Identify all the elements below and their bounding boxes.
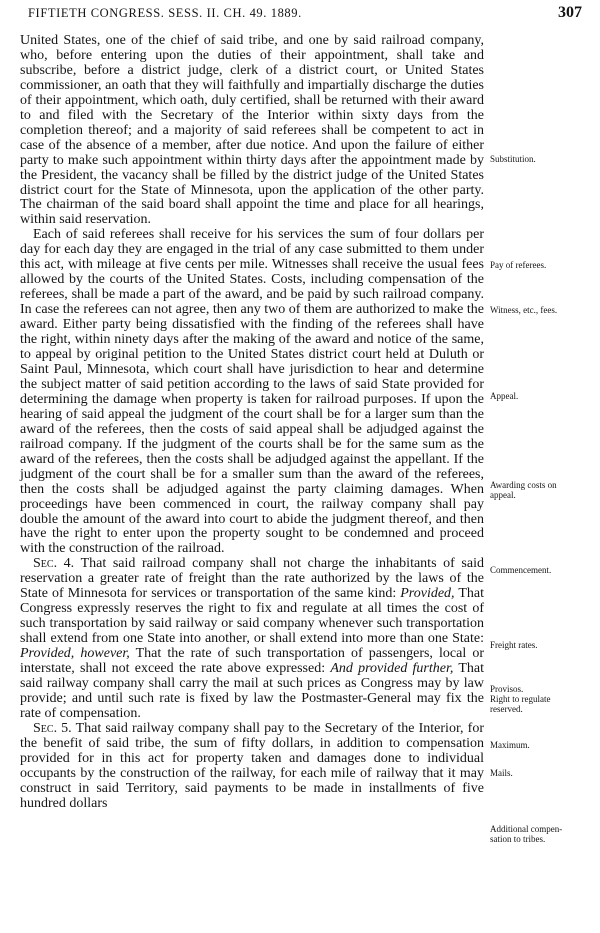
section-4-text-d: That said railway company shall carry the mail at such prices as Congress may by law provide; and until such rate is fixed by law the Postmaster-General may fix the rate of compensation. (20, 661, 484, 721)
paragraph-referees-pay: Each of said referees shall receive for his services the sum of four dollars per day for each day they are engaged in the trial of any case submitted to them under this act, with mileage at five cents per mile. Witnesses shall receive the usual fees allowed by the courts of the United States. Costs, including compensation of the referees, shall be made a part of the award, and be paid by such railroad company. In case the referees can not agree, then any two of them are authorized to make the award. Either party being dissatisfied with the finding of the referees shall have the right, within ninety days after the making of the award and notice of the same, to appeal by original petition to the United States district court held at Duluth or Saint Paul, Minnesota, which court shall have jurisdiction to hear and determine the subject matter of said petition according to the laws of said State provided for determining the damage when property is taken for railroad purposes. If upon the hearing of said appeal the judgment of the court shall be for a larger sum than the award of the referees, then the costs of said appeal shall be adjudged against the railroad company. If the judgment of the courts shall be for the same sum as the award of the referees, then the costs shall be adjudged against the appellant. If the judgment of the court shall be for a smaller sum than the award of the referees, then the costs shall be adjudged against the party claiming damages. When proceedings have been commenced in court, the railway company shall pay double the amount of the award into court to abide the judgment thereof, and then have the right to enter upon the property sought to be condemned and proceed with the construction of the railroad. (20, 227, 484, 557)
section-4-text-c: That the rate of such transportation of passengers, local or interstate, shall not exceed the rate above expressed: (20, 646, 484, 677)
proviso-1: Provided, (400, 586, 455, 602)
note-awarding-costs (490, 480, 596, 500)
note-pay-of-referees: Pay of referees. (490, 260, 547, 270)
note-mails: Mails. (490, 768, 513, 778)
section-5-text: That said railway company shall pay to the Secretary of the Interior, for the benefit of said tribe, the sum of fifty dollars, in addition to compensation provided for in this act for property taken and damages done to individual occupants by the construction of the railway, for each mile of railway that it may construct in said Territory, said payments to be made in installments of five hundred dollars (20, 720, 484, 811)
page-number: 307 (558, 4, 582, 21)
note-maximum: Maximum. (490, 740, 530, 750)
section-4-text-a: That said railroad company shall not charge the inhabitants of said reservation a greater rate of freight than the rate authorized by the laws of the State of Minnesota for services or transportation of the same kind: (20, 556, 484, 602)
proviso-2: Provided, however, (20, 646, 130, 662)
proviso-3: And provided further, (330, 661, 454, 677)
section-4-label: Sec. 4. (33, 556, 75, 572)
section-5-label: Sec. 5. (33, 720, 72, 736)
note-awarding-costs-line-1: Awarding costs on (490, 480, 557, 490)
note-right-to-regulate (490, 694, 596, 714)
note-awarding-costs-line-2: appeal. (490, 490, 516, 500)
note-additional-compensation-line-1: Additional compen- (490, 824, 563, 834)
note-appeal: Appeal. (490, 391, 519, 401)
note-additional-compensation-line-2: sation to tribes. (490, 834, 546, 844)
paragraph-section-4 (20, 557, 484, 721)
paragraph-referees-oath: United States, one of the chief of said tribe, and one by said railroad company, who, before entering upon the duties of their appointment, shall take and subscribe, before a district judge, clerk of a district court, or United States commissioner, an oath that they will faithfully and impartially discharge the duties of their appointment, which oath, duly certified, shall be returned with their award to and filed with the Secretary of the Interior within sixty days from the completion thereof; and a majority of said referees shall be competent to act in case of the absence of a member, after due notice. And upon the failure of either party to make such appointment within thirty days after the appointment made by the President, the vacancy shall be filled by the district judge of the United States district court for the State of Minnesota, upon the application of the other party. The chairman of the said board shall appoint the time and place for all hearings, within said reservation. (20, 33, 484, 228)
note-right-to-regulate-line-1: Right to regulate (490, 694, 551, 704)
note-right-to-regulate-line-2: reserved. (490, 704, 523, 714)
paragraph-section-5 (20, 722, 484, 812)
note-freight-rates: Freight rates. (490, 640, 538, 650)
note-additional-compensation (490, 824, 596, 844)
note-substitution: Substitution. (490, 154, 536, 164)
note-provisos: Provisos. (490, 684, 524, 694)
margin-notes (490, 0, 598, 933)
section-4-text-b: That Congress expressly reserves the right to fix and regulate at all times the cost of such transportation by said railway or said company whenever such transportation shall extend from one State into another, or shall extend into more than one State: (20, 586, 484, 647)
note-commencement: Commencement. (490, 565, 552, 575)
note-witness-fees: Witness, etc., fees. (490, 305, 558, 315)
body-text (20, 34, 484, 812)
running-title: FIFTIETH CONGRESS. SESS. II. CH. 49. 1889. (28, 6, 302, 20)
